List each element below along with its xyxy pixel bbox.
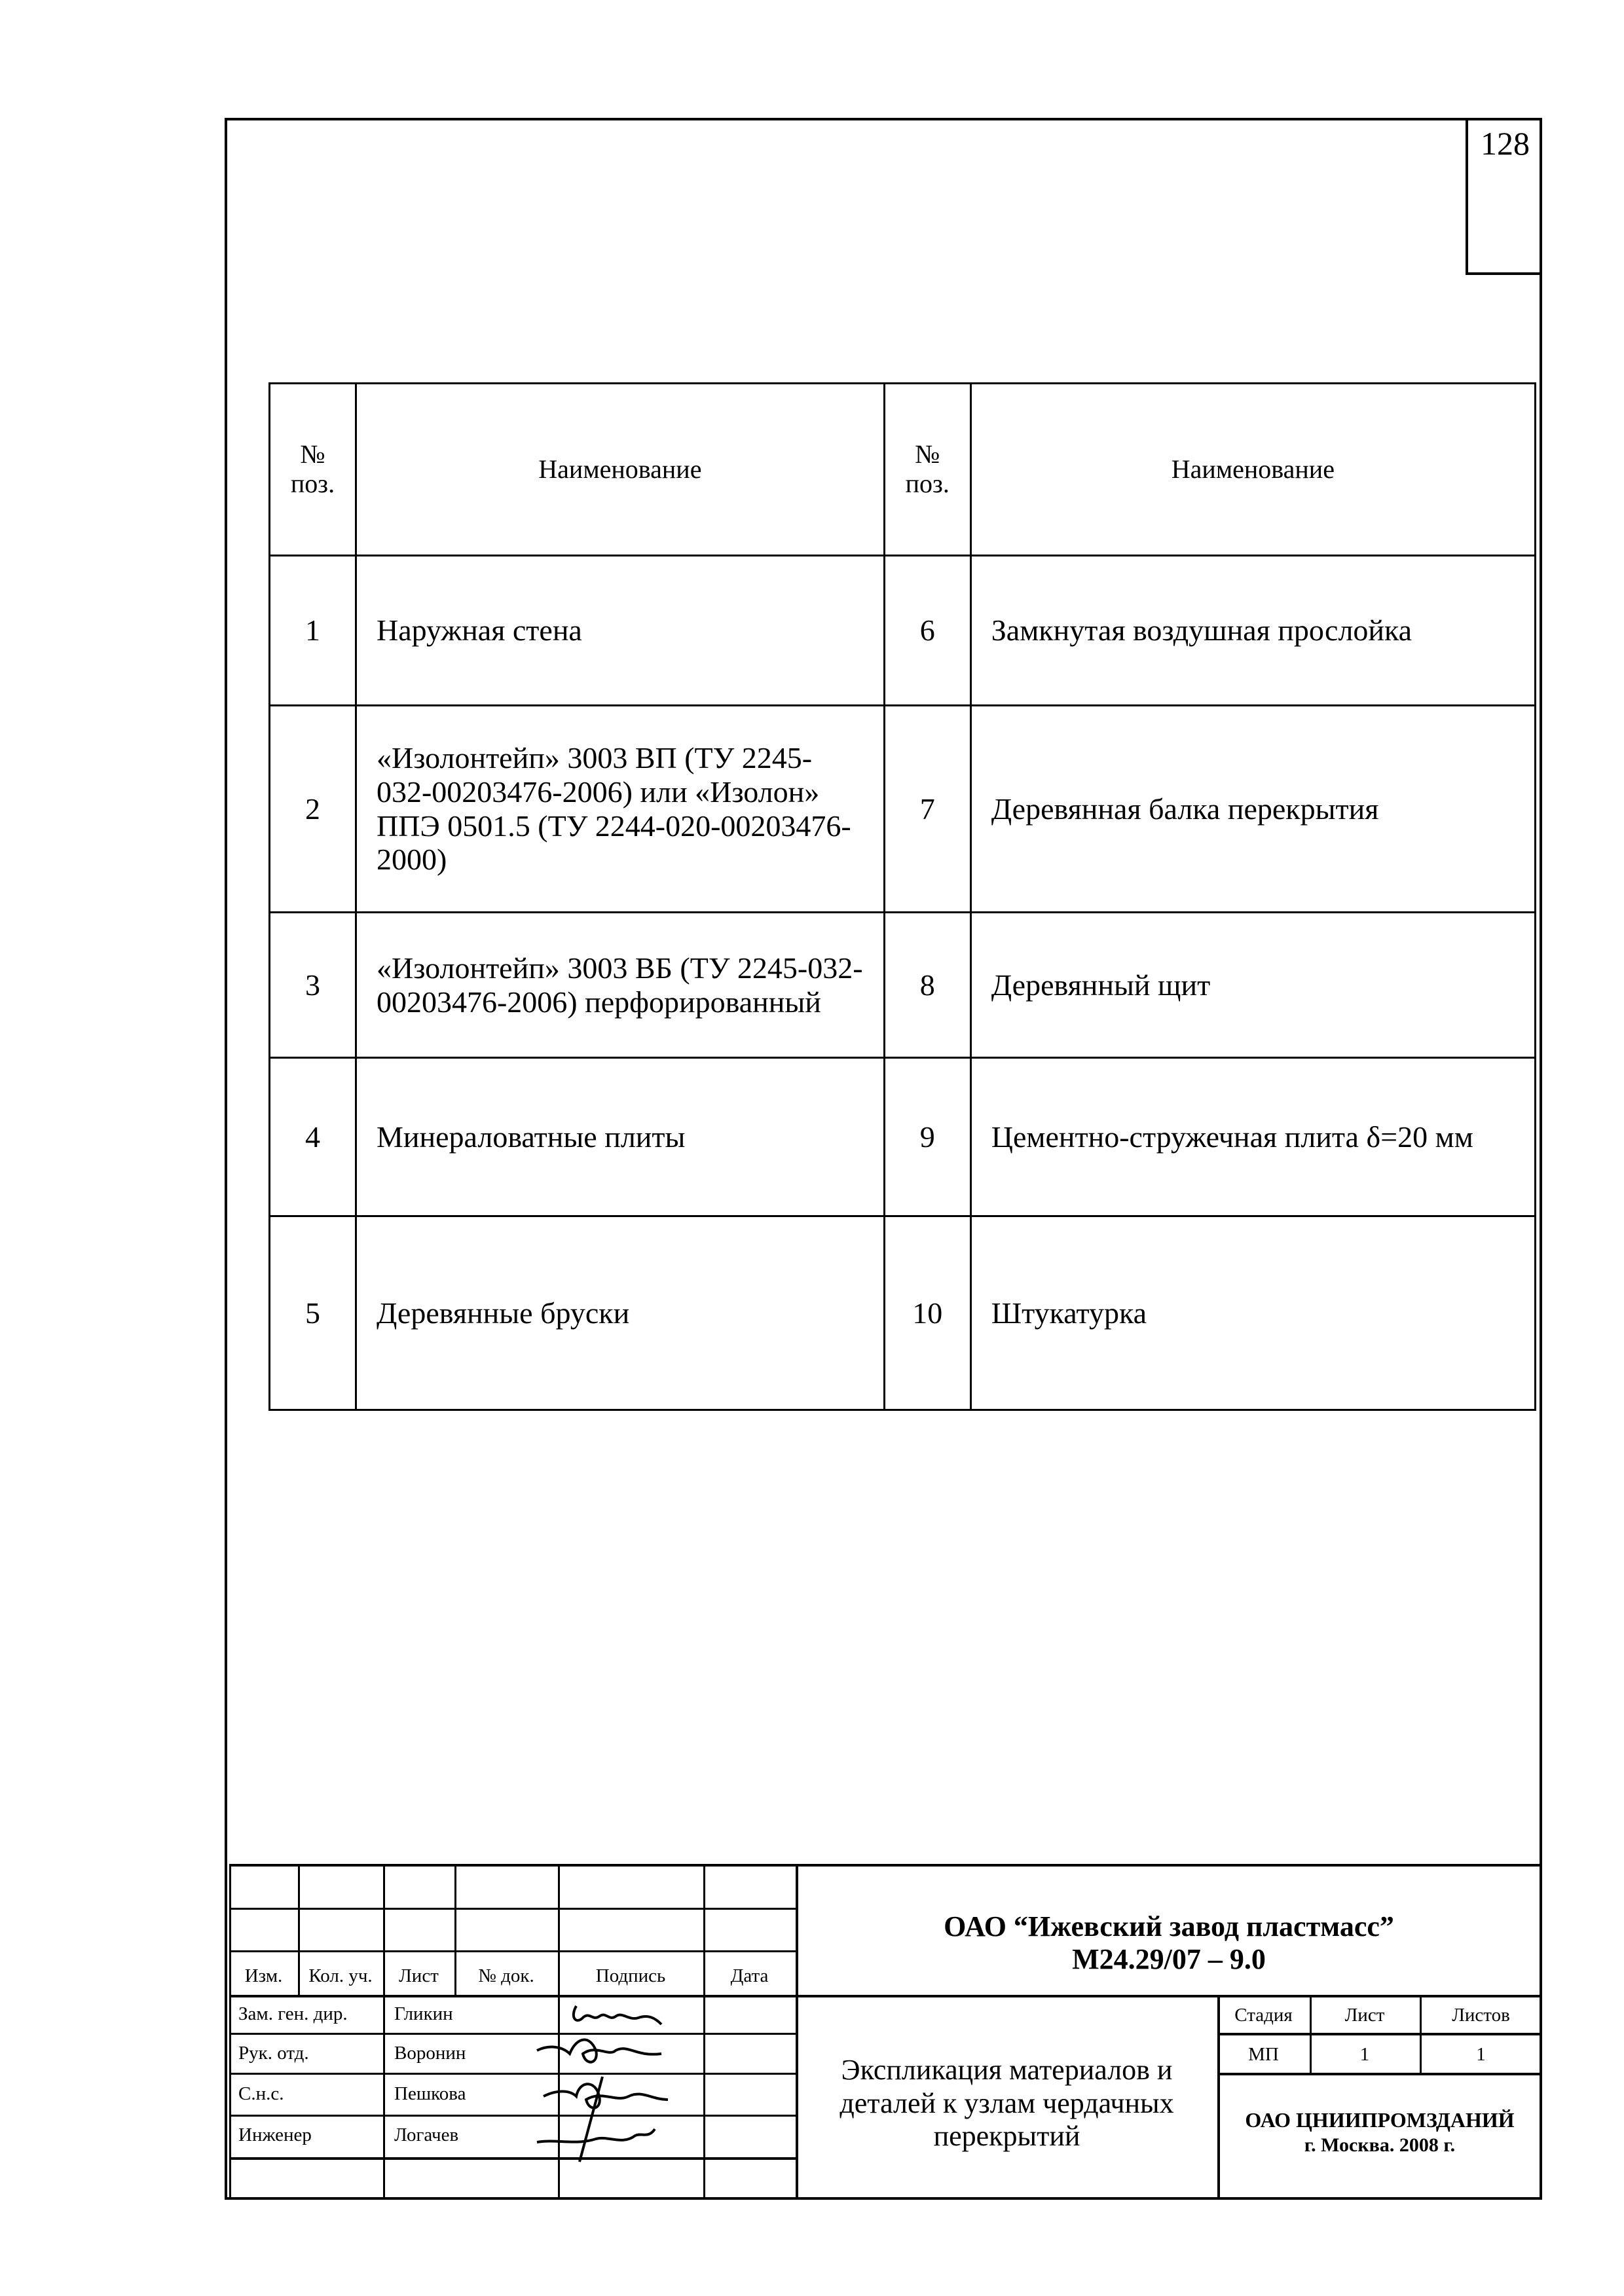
sheet-label: Лист <box>1344 2005 1385 2026</box>
pos-cell: 8 <box>884 913 970 1058</box>
name-cell: Наружная стена <box>356 556 884 706</box>
role: С.н.с. <box>238 2083 284 2104</box>
pos-cell: 4 <box>270 1058 356 1216</box>
role: Рук. отд. <box>238 2043 309 2064</box>
pos-cell: 1 <box>270 556 356 706</box>
designer-org: ОАО ЦНИИПРОМЗДАНИЙ <box>1245 2108 1515 2132</box>
col-izm: Изм. <box>244 1965 283 1986</box>
stage-value: МП <box>1248 2044 1279 2065</box>
name-cell: Замкнутая воздушная прослойка <box>970 556 1535 706</box>
divider <box>229 1950 796 1952</box>
person-name: Пешкова <box>394 2083 466 2104</box>
person-name: Гликин <box>394 2003 453 2024</box>
person-name: Логачев <box>394 2124 459 2145</box>
role: Зам. ген. дир. <box>238 2003 348 2024</box>
pos-cell: 9 <box>884 1058 970 1216</box>
name-cell: «Изолонтейп» 3003 ВБ (ТУ 2245-032-00203476-2006) перфорированный <box>356 913 884 1058</box>
pos-cell: 7 <box>884 706 970 913</box>
divider <box>1217 2073 1542 2075</box>
person-name: Воронин <box>394 2043 466 2064</box>
pos-cell: 10 <box>884 1216 970 1410</box>
materials-table <box>268 382 1536 1411</box>
table-row <box>270 706 1536 913</box>
name-cell: Штукатурка <box>970 1216 1535 1410</box>
document-title: Экспликация материалов и деталей к узлам чердачных перекрытий <box>840 2054 1174 2153</box>
document-code: М24.29/07 – 9.0 <box>1072 1943 1266 1975</box>
pos-cell: 6 <box>884 556 970 706</box>
header-pos: № поз. <box>884 384 970 556</box>
col-doc-no: № док. <box>478 1965 534 1986</box>
col-list: Лист <box>399 1965 439 1986</box>
col-kol-uch: Кол. уч. <box>308 1965 373 1986</box>
stage-label: Стадия <box>1234 2005 1293 2026</box>
header-name: Наименование <box>970 384 1535 556</box>
name-cell: Деревянный щит <box>970 913 1535 1058</box>
page-number <box>1466 118 1542 275</box>
divider <box>229 1908 796 1910</box>
signatures-icon <box>524 1998 720 2168</box>
name-cell: Минераловатные плиты <box>356 1058 884 1216</box>
table-row <box>270 913 1536 1058</box>
organization: ОАО “Ижевский завод пластмасс” <box>944 1910 1394 1942</box>
page-number-text: 128 <box>1481 125 1530 162</box>
table-header-row <box>270 384 1536 556</box>
divider <box>383 1864 385 2200</box>
header-pos: № поз. <box>270 384 356 556</box>
sheets-label: Листов <box>1452 2005 1510 2026</box>
divider <box>229 1995 1542 1997</box>
pos-cell: 2 <box>270 706 356 913</box>
col-signature: Подпись <box>595 1965 666 1986</box>
name-cell: Деревянная балка перекрытия <box>970 706 1535 913</box>
name-cell: Цементно-стружечная плита δ=20 мм <box>970 1058 1535 1216</box>
city-year: г. Москва. 2008 г. <box>1304 2134 1456 2156</box>
sheet-value: 1 <box>1359 2044 1370 2065</box>
divider <box>229 1864 1542 1867</box>
sheets-value: 1 <box>1476 2044 1486 2065</box>
name-cell: Деревянные бруски <box>356 1216 884 1410</box>
pos-cell: 3 <box>270 913 356 1058</box>
name-cell: «Изолонтейп» 3003 ВП (ТУ 2245-032-00203476-2006) или «Изолон» ППЭ 0501.5 (ТУ 2244-020-00203476-2000) <box>356 706 884 913</box>
divider <box>229 1864 231 2200</box>
table-row <box>270 556 1536 706</box>
col-date: Дата <box>730 1965 769 1986</box>
table-row <box>270 1058 1536 1216</box>
role: Инженер <box>238 2124 312 2145</box>
header-name: Наименование <box>356 384 884 556</box>
divider <box>229 2197 1542 2200</box>
divider <box>1217 2033 1542 2035</box>
title-block <box>229 1864 1542 2200</box>
pos-cell: 5 <box>270 1216 356 1410</box>
table-row <box>270 1216 1536 1410</box>
